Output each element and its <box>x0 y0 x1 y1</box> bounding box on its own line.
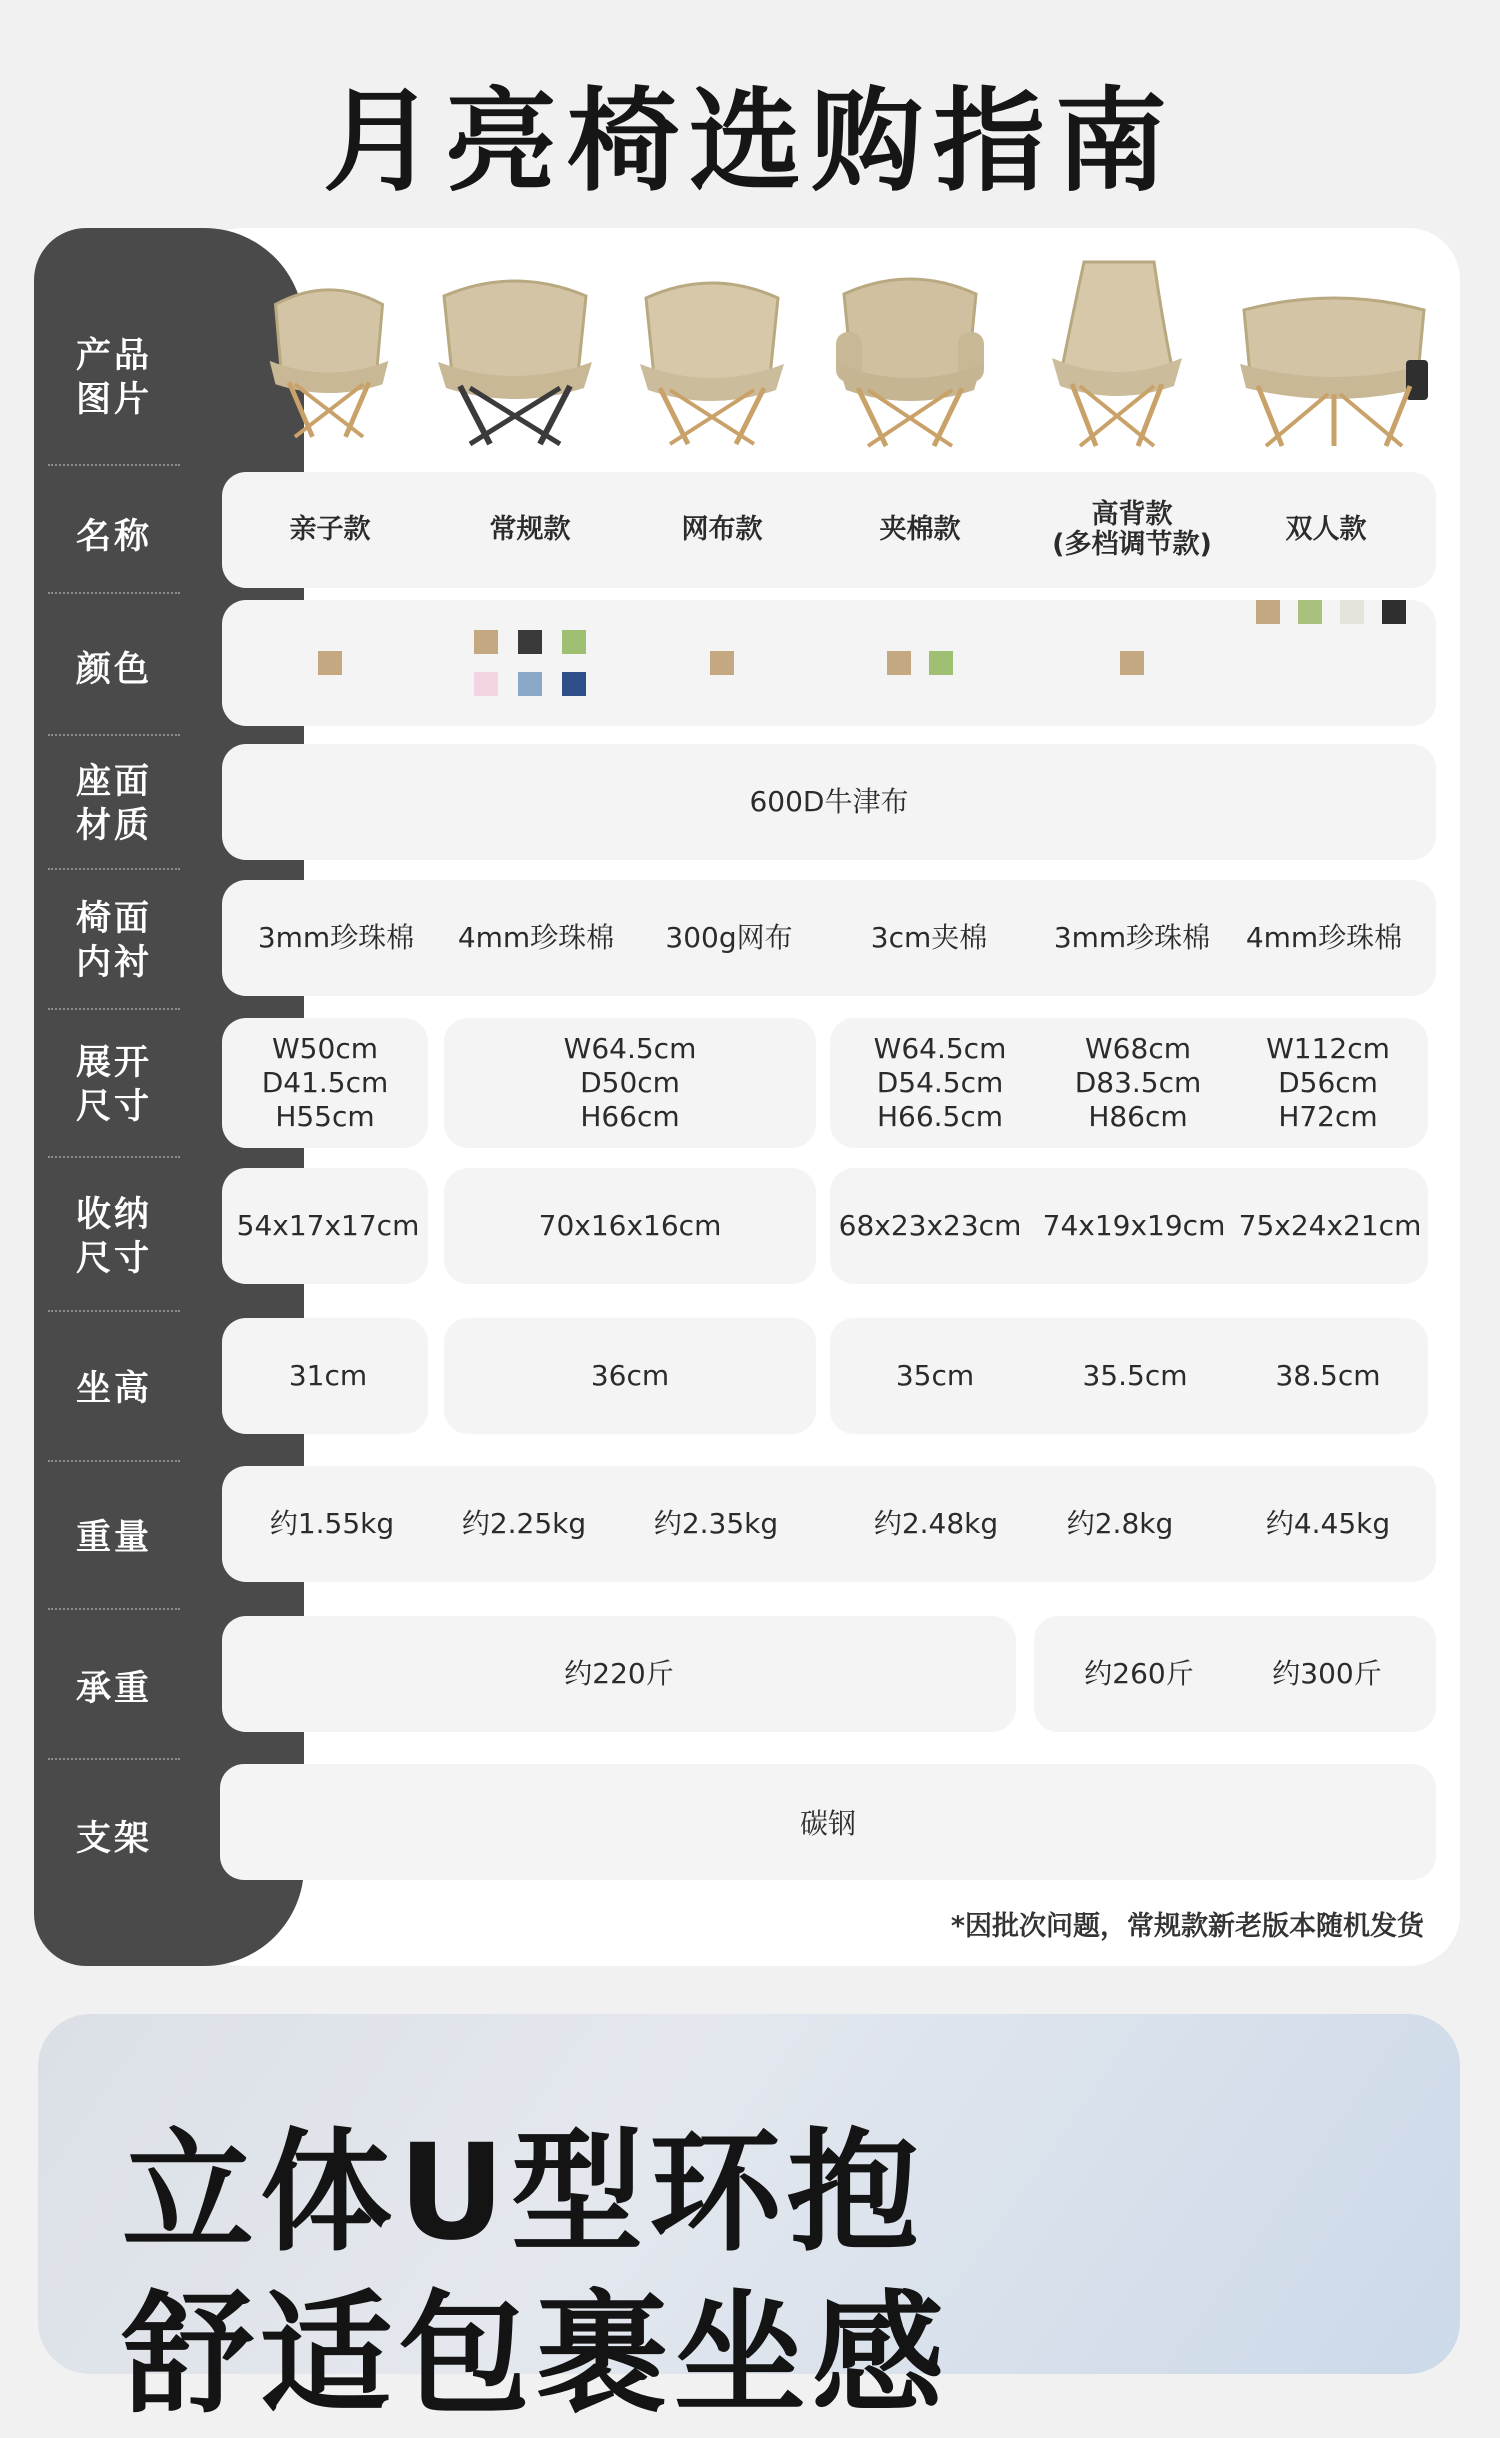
product-name: 亲子款 <box>289 514 371 545</box>
row-label-weight: 重量 <box>75 1518 152 1558</box>
weight-value: 约2.25kg <box>461 1507 587 1540</box>
weight-value: 约2.8kg <box>1066 1507 1174 1540</box>
unfolded-size-value: W68cm D83.5cm H86cm <box>1074 1032 1202 1133</box>
footnote: *因批次问题，常规款新老版本随机发货 <box>950 1911 1424 1942</box>
seat-height-value: 35cm <box>895 1359 975 1392</box>
color-swatch <box>1298 600 1322 624</box>
lining-value: 300g网布 <box>665 921 793 954</box>
row-divider <box>48 1310 180 1312</box>
feature-banner <box>38 2014 1460 2432</box>
color-swatches <box>662 600 782 726</box>
feature-title: 立体U型环抱 <box>122 2116 926 2270</box>
load-value: 约300斤 <box>1272 1657 1382 1690</box>
row-divider <box>48 592 180 594</box>
color-swatch <box>929 651 953 675</box>
unfolded-size-value: W112cm D56cm H72cm <box>1266 1032 1390 1133</box>
color-swatch <box>562 630 586 654</box>
row-divider <box>48 1156 180 1158</box>
seat-height-value: 35.5cm <box>1082 1359 1188 1392</box>
lining-value: 3mm珍珠棉 <box>1053 921 1211 954</box>
row-label-unfolded-size: 展开 尺寸 <box>75 1043 152 1127</box>
name-row-panel <box>222 472 1436 588</box>
weight-value: 约2.48kg <box>873 1507 999 1540</box>
product-name: 常规款 <box>489 514 571 545</box>
color-swatch <box>518 630 542 654</box>
folded-size-value: 70x16x16cm <box>538 1209 722 1242</box>
color-swatch <box>318 651 342 675</box>
chair-icon <box>1042 258 1192 450</box>
lining-value: 4mm珍珠棉 <box>457 921 615 954</box>
chair-image-high-back <box>1042 258 1192 450</box>
color-swatch <box>887 651 911 675</box>
feature-subtitle: 舒适包裹坐感 <box>122 2278 950 2432</box>
load-value: 约220斤 <box>564 1657 674 1690</box>
unfolded-size-value: W64.5cm D54.5cm H66.5cm <box>873 1032 1007 1133</box>
row-divider <box>48 1008 180 1010</box>
row-divider <box>48 734 180 736</box>
seat-material-value: 600D牛津布 <box>749 785 909 818</box>
row-label-folded-size: 收纳 尺寸 <box>75 1195 152 1279</box>
load-value: 约260斤 <box>1084 1657 1194 1690</box>
comparison-table <box>34 228 1460 1966</box>
color-swatch <box>474 630 498 654</box>
color-swatch <box>518 672 542 696</box>
row-divider <box>48 1460 180 1462</box>
lining-value: 3mm珍珠棉 <box>257 921 415 954</box>
color-swatch <box>1256 600 1280 624</box>
chair-icon <box>632 272 792 448</box>
weight-value: 约4.45kg <box>1265 1507 1391 1540</box>
folded-size-value: 68x23x23cm <box>838 1209 1022 1242</box>
color-swatches <box>1244 600 1418 726</box>
row-divider <box>48 868 180 870</box>
color-swatch <box>1340 600 1364 624</box>
seat-height-value: 36cm <box>590 1359 670 1392</box>
row-divider <box>48 1608 180 1610</box>
color-swatch <box>474 672 498 696</box>
weight-value: 约1.55kg <box>269 1507 395 1540</box>
weight-value: 约2.35kg <box>653 1507 779 1540</box>
row-label-sidebar <box>34 228 194 1966</box>
color-swatch <box>1120 651 1144 675</box>
chair-image-padded <box>828 270 992 450</box>
lining-value: 3cm夹棉 <box>870 921 988 954</box>
chair-image-regular <box>430 270 600 448</box>
chair-icon <box>1236 290 1432 450</box>
row-label-seat-height: 坐高 <box>75 1369 152 1409</box>
frame-value: 碳钢 <box>799 1807 856 1840</box>
chair-image-double <box>1236 290 1432 450</box>
chair-image-kids <box>256 274 402 442</box>
row-divider <box>48 464 180 466</box>
folded-size-value: 75x24x21cm <box>1238 1209 1422 1242</box>
row-label-lining: 椅面 内衬 <box>75 899 152 983</box>
folded-size-value: 54x17x17cm <box>236 1209 420 1242</box>
product-name: 网布款 <box>681 514 763 545</box>
unfolded-size-value: W64.5cm D50cm H66cm <box>563 1032 697 1133</box>
row-label-color: 颜色 <box>75 650 152 690</box>
row-label-load: 承重 <box>75 1669 152 1709</box>
product-name: 夹棉款 <box>879 514 961 545</box>
product-name: 双人款 <box>1285 514 1367 545</box>
product-name: 高背款 (多档调节款) <box>1052 499 1212 560</box>
row-label-seat-material: 座面 材质 <box>75 762 152 846</box>
seat-height-value: 31cm <box>288 1359 368 1392</box>
row-label-frame: 支架 <box>75 1819 152 1859</box>
row-label-name: 名称 <box>75 517 152 557</box>
color-swatch <box>1382 600 1406 624</box>
color-swatch <box>710 651 734 675</box>
chair-icon <box>430 270 600 448</box>
seat-height-value: 38.5cm <box>1275 1359 1381 1392</box>
color-swatches <box>470 600 590 726</box>
chair-icon <box>256 274 402 442</box>
folded-size-value: 74x19x19cm <box>1042 1209 1226 1242</box>
unfolded-size-value: W50cm D41.5cm H55cm <box>261 1032 389 1133</box>
page-title: 月亮椅选购指南 <box>323 77 1177 207</box>
color-swatches <box>850 600 990 726</box>
chair-icon <box>828 270 992 450</box>
lining-value: 4mm珍珠棉 <box>1245 921 1403 954</box>
row-divider <box>48 1758 180 1760</box>
color-swatches <box>1062 600 1202 726</box>
color-swatch <box>562 672 586 696</box>
color-swatches <box>270 600 390 726</box>
row-label-image: 产品 图片 <box>75 336 152 420</box>
chair-image-mesh <box>632 272 792 448</box>
